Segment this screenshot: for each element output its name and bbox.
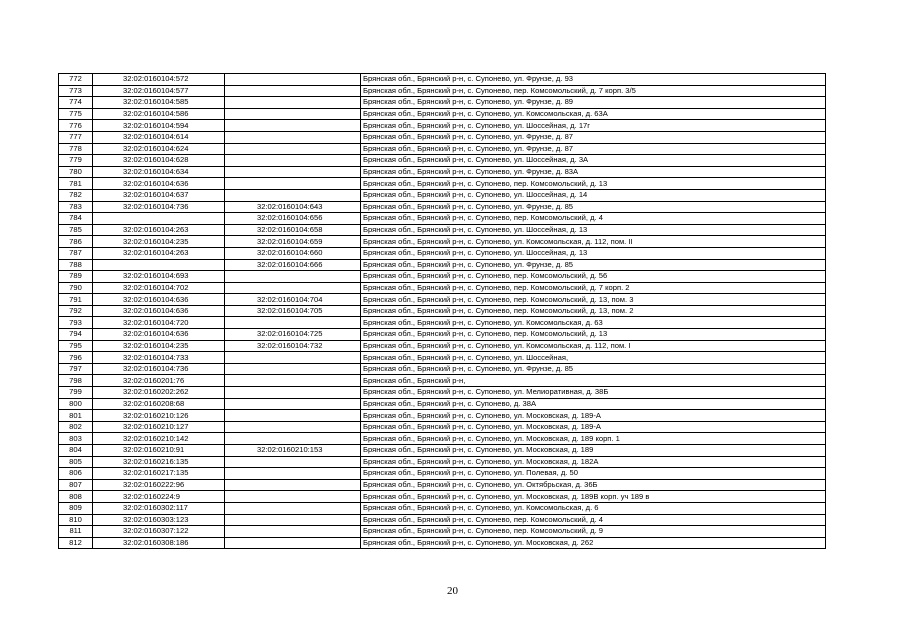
table-row [59,120,826,132]
address-cell: Брянская обл., Брянский р-н, с. Супонево, ул. Октябрьская, д. 36Б [361,479,826,491]
address-cell: Брянская обл., Брянский р-н, с. Супонево, ул. Фрунзе, д. 85 [361,201,826,213]
cadastral-number-cell: 32:02:0160104:594 [93,120,225,132]
table-row [59,375,826,387]
address-cell: Брянская обл., Брянский р-н, с. Супонево, пер. Комсомольский, д. 7 корп. 2 [361,282,826,294]
address-cell: Брянская обл., Брянский р-н, с. Супонево, ул. Московская, д. 189 [361,445,826,457]
row-number-cell: 773 [59,85,93,97]
address-cell: Брянская обл., Брянский р-н, [361,375,826,387]
linked-cadastral-number-cell [225,143,361,155]
table-row [59,236,826,248]
address-cell: Брянская обл., Брянский р-н, с. Супонево, ул. Московская, д. 189-А [361,421,826,433]
cadastral-number-cell: 32:02:0160104:733 [93,352,225,364]
address-cell: Брянская обл., Брянский р-н, с. Супонево, ул. Комсомольская, д. 6 [361,502,826,514]
address-cell: Брянская обл., Брянский р-н, с. Супонево, пер. Комсомольский, д. 13, пом. 3 [361,294,826,306]
linked-cadastral-number-cell [225,387,361,399]
linked-cadastral-number-cell [225,178,361,190]
linked-cadastral-number-cell [225,375,361,387]
linked-cadastral-number-cell [225,120,361,132]
row-number-cell: 805 [59,456,93,468]
cadastral-number-cell: 32:02:0160104:263 [93,224,225,236]
cadastral-number-cell: 32:02:0160104:636 [93,329,225,341]
table-row [59,259,826,271]
table-row [59,189,826,201]
linked-cadastral-number-cell [225,352,361,364]
address-cell: Брянская обл., Брянский р-н, с. Супонево, ул. Московская, д. 189 корп. 1 [361,433,826,445]
address-cell: Брянская обл., Брянский р-н, с. Супонево, ул. Шоссейная, д. 14 [361,189,826,201]
row-number-cell: 796 [59,352,93,364]
linked-cadastral-number-cell: 32:02:0160104:704 [225,294,361,306]
linked-cadastral-number-cell [225,421,361,433]
row-number-cell: 799 [59,387,93,399]
cadastral-number-cell: 32:02:0160104:637 [93,189,225,201]
row-number-cell: 774 [59,97,93,109]
address-cell: Брянская обл., Брянский р-н, с. Супонево, ул. Комсомольская, д. 63А [361,108,826,120]
cadastral-number-cell: 32:02:0160210:126 [93,410,225,422]
cadastral-number-cell: 32:02:0160104:263 [93,247,225,259]
linked-cadastral-number-cell [225,189,361,201]
row-number-cell: 806 [59,468,93,480]
cadastral-number-cell: 32:02:0160104:577 [93,85,225,97]
table-row [59,224,826,236]
address-cell: Брянская обл., Брянский р-н, с. Супонево, ул. Шоссейная, д. 13 [361,224,826,236]
table-row [59,282,826,294]
linked-cadastral-number-cell: 32:02:0160104:660 [225,247,361,259]
linked-cadastral-number-cell [225,537,361,549]
address-cell: Брянская обл., Брянский р-н, с. Супонево, ул. Комсомольская, д. 63 [361,317,826,329]
table-row [59,329,826,341]
linked-cadastral-number-cell [225,514,361,526]
cadastral-number-cell: 32:02:0160104:636 [93,178,225,190]
linked-cadastral-number-cell [225,456,361,468]
row-number-cell: 802 [59,421,93,433]
table-row [59,97,826,109]
address-cell: Брянская обл., Брянский р-н, с. Супонево, ул. Фрунзе, д. 89 [361,97,826,109]
linked-cadastral-number-cell: 32:02:0160104:725 [225,329,361,341]
linked-cadastral-number-cell: 32:02:0160104:705 [225,305,361,317]
cadastral-number-cell [93,213,225,225]
row-number-cell: 801 [59,410,93,422]
table-row [59,340,826,352]
table-row [59,305,826,317]
row-number-cell: 786 [59,236,93,248]
cadastral-number-cell: 32:02:0160104:736 [93,363,225,375]
address-cell: Брянская обл., Брянский р-н, с. Супонево, пер. Комсомольский, д. 13 [361,178,826,190]
table-row [59,445,826,457]
row-number-cell: 810 [59,514,93,526]
registry-table-body [59,74,826,549]
row-number-cell: 800 [59,398,93,410]
table-row [59,131,826,143]
table-row [59,294,826,306]
table-row [59,537,826,549]
row-number-cell: 789 [59,271,93,283]
address-cell: Брянская обл., Брянский р-н, с. Супонево, пер. Комсомольский, д. 56 [361,271,826,283]
address-cell: Брянская обл., Брянский р-н, с. Супонево, пер. Комсомольский, д. 4 [361,213,826,225]
cadastral-number-cell: 32:02:0160217:135 [93,468,225,480]
linked-cadastral-number-cell: 32:02:0160104:656 [225,213,361,225]
row-number-cell: 812 [59,537,93,549]
linked-cadastral-number-cell [225,491,361,503]
row-number-cell: 790 [59,282,93,294]
table-row [59,317,826,329]
address-cell: Брянская обл., Брянский р-н, с. Супонево, пер. Комсомольский, д. 9 [361,526,826,538]
table-row [59,155,826,167]
page-number: 20 [447,585,458,597]
cadastral-number-cell: 32:02:0160104:693 [93,271,225,283]
table-row [59,433,826,445]
table-row [59,271,826,283]
address-cell: Брянская обл., Брянский р-н, с. Супонево, пер. Комсомольский, д. 7 корп. 3/5 [361,85,826,97]
table-row [59,85,826,97]
table-row [59,143,826,155]
row-number-cell: 772 [59,74,93,86]
cadastral-number-cell: 32:02:0160222:96 [93,479,225,491]
cadastral-number-cell: 32:02:0160307:122 [93,526,225,538]
table-row [59,178,826,190]
address-cell: Брянская обл., Брянский р-н, с. Супонево, ул. Шоссейная, [361,352,826,364]
row-number-cell: 807 [59,479,93,491]
linked-cadastral-number-cell [225,317,361,329]
table-row [59,387,826,399]
address-cell: Брянская обл., Брянский р-н, с. Супонево, д. 38А [361,398,826,410]
cadastral-number-cell: 32:02:0160210:127 [93,421,225,433]
cadastral-number-cell: 32:02:0160104:628 [93,155,225,167]
row-number-cell: 781 [59,178,93,190]
address-cell: Брянская обл., Брянский р-н, с. Супонево, ул. Полевая, д. 50 [361,468,826,480]
row-number-cell: 785 [59,224,93,236]
address-cell: Брянская обл., Брянский р-н, с. Супонево, пер. Комсомольский, д. 4 [361,514,826,526]
row-number-cell: 777 [59,131,93,143]
row-number-cell: 793 [59,317,93,329]
table-row [59,479,826,491]
linked-cadastral-number-cell [225,131,361,143]
table-row [59,468,826,480]
cadastral-number-cell: 32:02:0160104:586 [93,108,225,120]
cadastral-number-cell: 32:02:0160302:117 [93,502,225,514]
cadastral-number-cell: 32:02:0160104:614 [93,131,225,143]
table-row [59,108,826,120]
cadastral-number-cell: 32:02:0160104:585 [93,97,225,109]
cadastral-number-cell: 32:02:0160303:123 [93,514,225,526]
address-cell: Брянская обл., Брянский р-н, с. Супонево, ул. Фрунзе, д. 87 [361,131,826,143]
linked-cadastral-number-cell [225,97,361,109]
linked-cadastral-number-cell: 32:02:0160210:153 [225,445,361,457]
address-cell: Брянская обл., Брянский р-н, с. Супонево, ул. Шоссейная, д. 3А [361,155,826,167]
row-number-cell: 775 [59,108,93,120]
row-number-cell: 779 [59,155,93,167]
row-number-cell: 794 [59,329,93,341]
row-number-cell: 778 [59,143,93,155]
address-cell: Брянская обл., Брянский р-н, с. Супонево, пер. Комсомольский, д. 13 [361,329,826,341]
cadastral-number-cell: 32:02:0160210:142 [93,433,225,445]
linked-cadastral-number-cell: 32:02:0160104:659 [225,236,361,248]
table-row [59,398,826,410]
cadastral-number-cell: 32:02:0160104:736 [93,201,225,213]
linked-cadastral-number-cell: 32:02:0160104:658 [225,224,361,236]
address-cell: Брянская обл., Брянский р-н, с. Супонево, ул. Московская, д. 182А [361,456,826,468]
address-cell: Брянская обл., Брянский р-н, с. Супонево, ул. Шоссейная, д. 13 [361,247,826,259]
cadastral-number-cell: 32:02:0160216:135 [93,456,225,468]
table-row [59,456,826,468]
table-row [59,410,826,422]
cadastral-number-cell: 32:02:0160208:68 [93,398,225,410]
row-number-cell: 783 [59,201,93,213]
linked-cadastral-number-cell [225,108,361,120]
row-number-cell: 795 [59,340,93,352]
cadastral-number-cell: 32:02:0160104:235 [93,340,225,352]
table-row [59,166,826,178]
cadastral-number-cell: 32:02:0160104:572 [93,74,225,86]
linked-cadastral-number-cell [225,433,361,445]
cadastral-number-cell: 32:02:0160308:186 [93,537,225,549]
linked-cadastral-number-cell [225,526,361,538]
row-number-cell: 788 [59,259,93,271]
address-cell: Брянская обл., Брянский р-н, с. Супонево, пер. Комсомольский, д. 13, пом. 2 [361,305,826,317]
cadastral-number-cell: 32:02:0160104:720 [93,317,225,329]
table-row [59,491,826,503]
table-row [59,201,826,213]
row-number-cell: 804 [59,445,93,457]
address-cell: Брянская обл., Брянский р-н, с. Супонево, ул. Фрунзе, д. 83А [361,166,826,178]
address-cell: Брянская обл., Брянский р-н, с. Супонево, ул. Шоссейная, д. 17г [361,120,826,132]
registry-table [58,73,826,549]
table-row [59,74,826,86]
cadastral-number-cell: 32:02:0160104:636 [93,305,225,317]
cadastral-number-cell: 32:02:0160104:624 [93,143,225,155]
linked-cadastral-number-cell: 32:02:0160104:643 [225,201,361,213]
cadastral-number-cell [93,259,225,271]
cadastral-number-cell: 32:02:0160201:76 [93,375,225,387]
row-number-cell: 784 [59,213,93,225]
linked-cadastral-number-cell [225,363,361,375]
linked-cadastral-number-cell [225,155,361,167]
address-cell: Брянская обл., Брянский р-н, с. Супонево, ул. Московская, д. 262 [361,537,826,549]
linked-cadastral-number-cell [225,410,361,422]
row-number-cell: 782 [59,189,93,201]
cadastral-number-cell: 32:02:0160104:235 [93,236,225,248]
table-row [59,247,826,259]
cadastral-number-cell: 32:02:0160104:636 [93,294,225,306]
cadastral-number-cell: 32:02:0160202:262 [93,387,225,399]
address-cell: Брянская обл., Брянский р-н, с. Супонево, ул. Фрунзе, д. 85 [361,259,826,271]
row-number-cell: 780 [59,166,93,178]
linked-cadastral-number-cell [225,85,361,97]
linked-cadastral-number-cell: 32:02:0160104:732 [225,340,361,352]
row-number-cell: 797 [59,363,93,375]
table-row [59,352,826,364]
address-cell: Брянская обл., Брянский р-н, с. Супонево, ул. Фрунзе, д. 87 [361,143,826,155]
linked-cadastral-number-cell [225,282,361,294]
row-number-cell: 808 [59,491,93,503]
address-cell: Брянская обл., Брянский р-н, с. Супонево, ул. Московская, д. 189В корп. уч 189 в [361,491,826,503]
address-cell: Брянская обл., Брянский р-н, с. Супонево, ул. Московская, д. 189-А [361,410,826,422]
linked-cadastral-number-cell [225,74,361,86]
cadastral-number-cell: 32:02:0160104:634 [93,166,225,178]
cadastral-number-cell: 32:02:0160210:91 [93,445,225,457]
row-number-cell: 809 [59,502,93,514]
table-row [59,526,826,538]
linked-cadastral-number-cell: 32:02:0160104:666 [225,259,361,271]
row-number-cell: 776 [59,120,93,132]
row-number-cell: 791 [59,294,93,306]
row-number-cell: 798 [59,375,93,387]
table-row [59,514,826,526]
address-cell: Брянская обл., Брянский р-н, с. Супонево, ул. Комсомольская, д. 112, пом. II [361,236,826,248]
row-number-cell: 792 [59,305,93,317]
address-cell: Брянская обл., Брянский р-н, с. Супонево, ул. Мелиоративная, д. 38Б [361,387,826,399]
address-cell: Брянская обл., Брянский р-н, с. Супонево, ул. Комсомольская, д. 112, пом. I [361,340,826,352]
table-row [59,421,826,433]
cadastral-number-cell: 32:02:0160104:702 [93,282,225,294]
table-row [59,502,826,514]
linked-cadastral-number-cell [225,166,361,178]
address-cell: Брянская обл., Брянский р-н, с. Супонево, ул. Фрунзе, д. 93 [361,74,826,86]
row-number-cell: 803 [59,433,93,445]
linked-cadastral-number-cell [225,479,361,491]
address-cell: Брянская обл., Брянский р-н, с. Супонево, ул. Фрунзе, д. 85 [361,363,826,375]
row-number-cell: 811 [59,526,93,538]
linked-cadastral-number-cell [225,468,361,480]
table-row [59,363,826,375]
linked-cadastral-number-cell [225,271,361,283]
linked-cadastral-number-cell [225,502,361,514]
cadastral-number-cell: 32:02:0160224:9 [93,491,225,503]
table-row [59,213,826,225]
linked-cadastral-number-cell [225,398,361,410]
row-number-cell: 787 [59,247,93,259]
